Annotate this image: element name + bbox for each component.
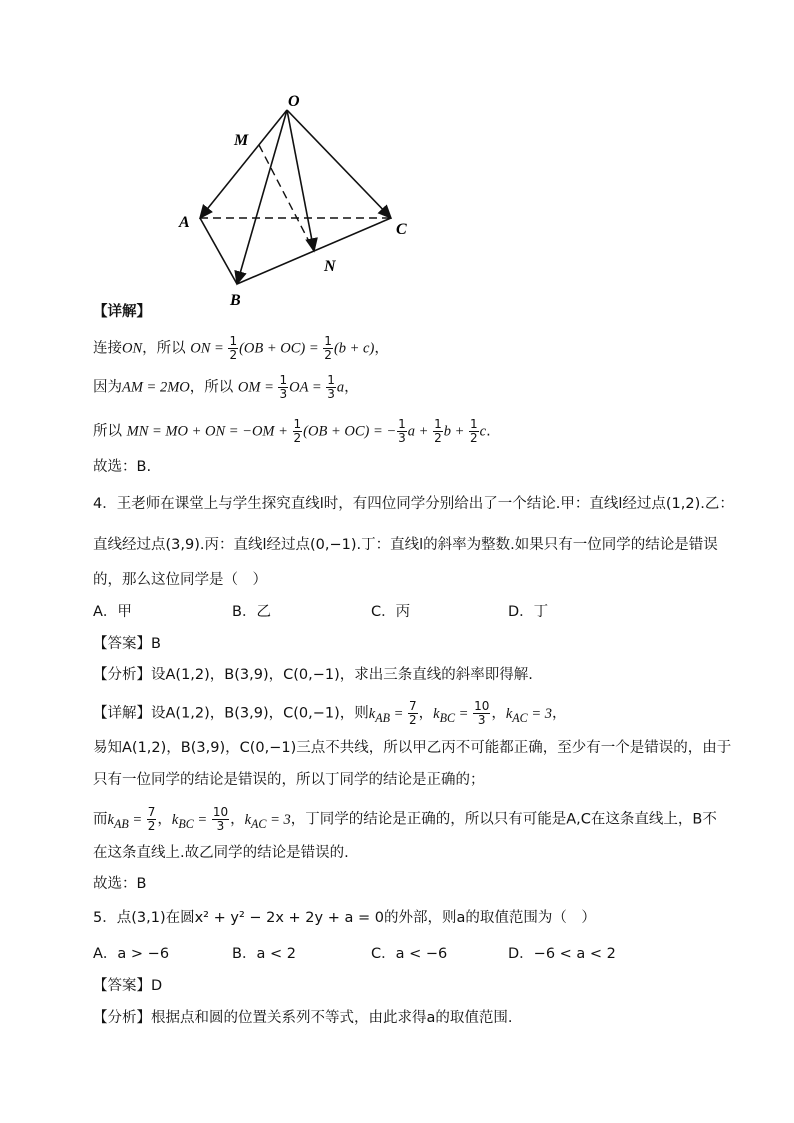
detail-line-1: 连接ON，所以 ON = $\frac{1}{2}$ (OB + OC) = $\frac{1}{2}$ (b + c)， <box>93 334 389 362</box>
edge-AB <box>200 218 237 284</box>
q4-analysis: 【分析】设A(1,2)，B(3,9)，C(0,−1)，求出三条直线的斜率即得解. <box>93 667 533 683</box>
q5-option-c: C．a < −6 <box>371 946 448 962</box>
q4-detail-5: 在这条直线上.故乙同学的结论是错误的. <box>93 845 349 861</box>
tetrahedron-figure <box>170 85 420 315</box>
q4-answer: 【答案】B <box>93 636 161 652</box>
q4-option-b: B．乙 <box>232 604 271 620</box>
detail-tag: 【详解】 <box>93 304 151 320</box>
label-B: B <box>230 292 241 309</box>
q5-line-1: 5．点(3,1)在圆x² + y² − 2x + 2y + a = 0的外部，则a的取值范围为（ ） <box>93 910 596 926</box>
q5-option-d: D．−6 < a < 2 <box>508 946 616 962</box>
q4-detail-4: 而$k_{AB}$ = $\frac{7}{2}$ ，$k_{BC}$ = $\frac{10}{3}$ ，$k_{AC} = 3$，丁同学的结论是正确的，所以只有可能是A,C在这条直线上，B不 <box>93 805 717 833</box>
detail-answer: 故选：B. <box>93 459 152 475</box>
q4-option-c: C．丙 <box>371 604 411 620</box>
detail-line-2: 因为AM = 2MO，所以 OM = $\frac{1}{3}$ OA = $\frac{1}{3}$ a， <box>93 373 359 401</box>
edge-OA <box>200 110 287 218</box>
q4-detail-1: 【详解】设A(1,2)，B(3,9)，C(0,−1)，则$k_{AB}$ = $\frac{7}{2}$ ，$k_{BC}$ = $\frac{10}{3}$ ，$k_{AC} = 3$， <box>93 699 567 727</box>
q5-answer: 【答案】D <box>93 978 163 994</box>
q4-line-2: 直线经过点(3,9).丙：直线l经过点(0,−1).丁：直线l的斜率为整数.如果只有一位同学的结论是错误 <box>93 537 718 553</box>
q4-option-d: D．丁 <box>508 604 549 620</box>
label-C: C <box>396 221 407 238</box>
edge-ON <box>287 110 314 251</box>
q5-option-b: B．a < 2 <box>232 946 296 962</box>
edge-OC <box>287 110 391 218</box>
q4-line-1: 4．王老师在课堂上与学生探究直线l时，有四位同学分别给出了一个结论.甲：直线l经过点(1,2).乙： <box>93 496 734 512</box>
q5-analysis: 【分析】根据点和圆的位置关系列不等式，由此求得a的取值范围. <box>93 1010 513 1026</box>
q5-option-a: A．a > −6 <box>93 946 170 962</box>
detail-line-3: 所以 MN = MO + ON = −OM + $\frac{1}{2}$ (OB + OC) = − $\frac{1}{3}$ a + $\frac{1}{2}$ b + $\frac{1}{2}$ c. <box>93 417 491 445</box>
label-O: O <box>288 93 300 110</box>
label-A: A <box>179 214 190 231</box>
label-N: N <box>324 258 336 275</box>
edge-MN-hidden <box>259 145 314 251</box>
label-M: M <box>234 132 249 149</box>
q4-option-a: A．甲 <box>93 604 132 620</box>
q4-detail-3: 只有一位同学的结论是错误的，所以丁同学的结论是正确的； <box>93 772 485 788</box>
q4-detail-2: 易知A(1,2)，B(3,9)，C(0,−1)三点不共线，所以甲乙丙不可能都正确，至少有一个是错误的，由于 <box>93 740 732 756</box>
q4-final: 故选：B <box>93 876 147 892</box>
q4-line-3: 的，那么这位同学是（ ） <box>93 572 267 588</box>
